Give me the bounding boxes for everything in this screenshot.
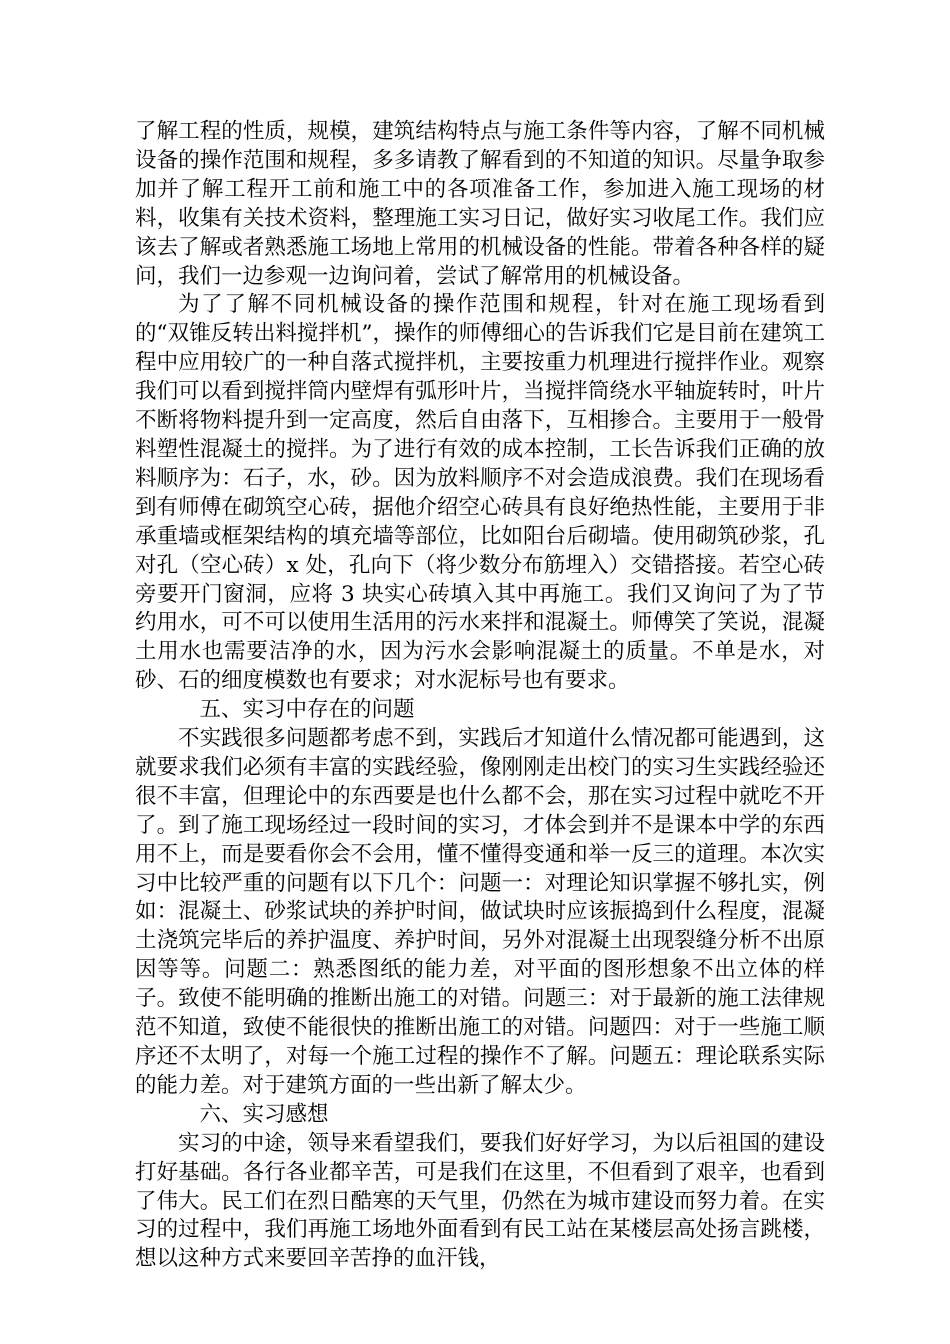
document-page: [135, 118, 825, 1274]
paragraph-problems: 不实践很多问题都考虑不到，实践后才知道什么情况都可能遇到，这就要求我们必须有丰富的实践经验，像刚刚走出校门的实习生实践经验还很不丰富，但理论中的东西要是也什么都不会，那在实习过程中就吃不开了。到了施工现场经过一段时间的实习，才体会到并不是课本中学的东西用不上，而是要看你会不会用，懂不懂得变通和举一反三的道理。本次实习中比较严重的问题有以下几个：问题一：对理论知识掌握不够扎实，例如：混凝土、砂浆试块的养护时间，做试块时应该振捣到什么程度，混凝土浇筑完毕后的养护温度、养护时间，另外对混凝土出现裂缝分析不出原因等等。问题二：熟悉图纸的能力差，对平面的图形想象不出立体的样子。致使不能明确的推断出施工的对错。问题三：对于最新的施工法律规范不知道，致使不能很快的推断出施工的对错。问题四：对于一些施工顺序还不太明了，对每一个施工过程的操作不了解。问题五：理论联系实际的能力差。对于建筑方面的一些出新了解太少。: [135, 726, 825, 1098]
paragraph-continued: 了解工程的性质，规模，建筑结构特点与施工条件等内容，了解不同机械设备的操作范围和规程，多多请教了解看到的不知道的知识。尽量争取参加并了解工程开工前和施工中的各项准备工作，参加进入施工现场的材料，收集有关技术资料，整理施工实习日记，做好实习收尾工作。我们应该去了解或者熟悉施工场地上常用的机械设备的性能。带着各种各样的疑问，我们一边参观一边询问着，尝试了解常用的机械设备。: [135, 119, 825, 289]
section-heading-problems: 五、实习中存在的问题: [199, 697, 415, 723]
paragraph-reflections: 实习的中途，领导来看望我们，要我们好好学习，为以后祖国的建设打好基础。各行各业都辛苦，可是我们在这里，不但看到了艰辛，也看到了伟大。民工们在烈日酷寒的天气里，仍然在为城市建设而努力着。在实习的过程中，我们再施工场地外面看到有民工站在某楼层高处扬言跳楼，想以这种方式来要回辛苦挣的血汗钱，: [135, 1130, 825, 1272]
paragraph-mixer-and-bricks: 为了了解不同机械设备的操作范围和规程，针对在施工现场看到的“双锥反转出料搅拌机”，操作的师傅细心的告诉我们它是目前在建筑工程中应用较广的一种自落式搅拌机，主要按重力机理进行搅拌作业。观察我们可以看到搅拌筒内壁焊有弧形叶片，当搅拌筒绕水平轴旋转时，叶片不断将物料提升到一定高度，然后自由落下，互相掺合。主要用于一般骨料塑性混凝土的搅拌。为了进行有效的成本控制，工长告诉我们正确的放料顺序为：石子，水，砂。因为放料顺序不对会造成浪费。我们在现场看到有师傅在砌筑空心砖，据他介绍空心砖具有良好绝热性能，主要用于非承重墙或框架结构的填充墙等部位，比如阳台后砌墙。使用砌筑砂浆，孔对孔（空心砖）x 处，孔向下（将少数分布筋埋入）交错搭接。若空心砖旁要开门窗洞，应将 3 块实心砖填入其中再施工。我们又询问了为了节约用水，可不可以使用生活用的污水来拌和混凝土。师傅笑了笑说，混凝土用水也需要洁净的水，因为污水会影响混凝土的质量。不单是水，对砂、石的细度模数也有要求；对水泥标号也有要求。: [135, 292, 825, 694]
section-heading-reflections: 六、实习感想: [199, 1101, 329, 1127]
